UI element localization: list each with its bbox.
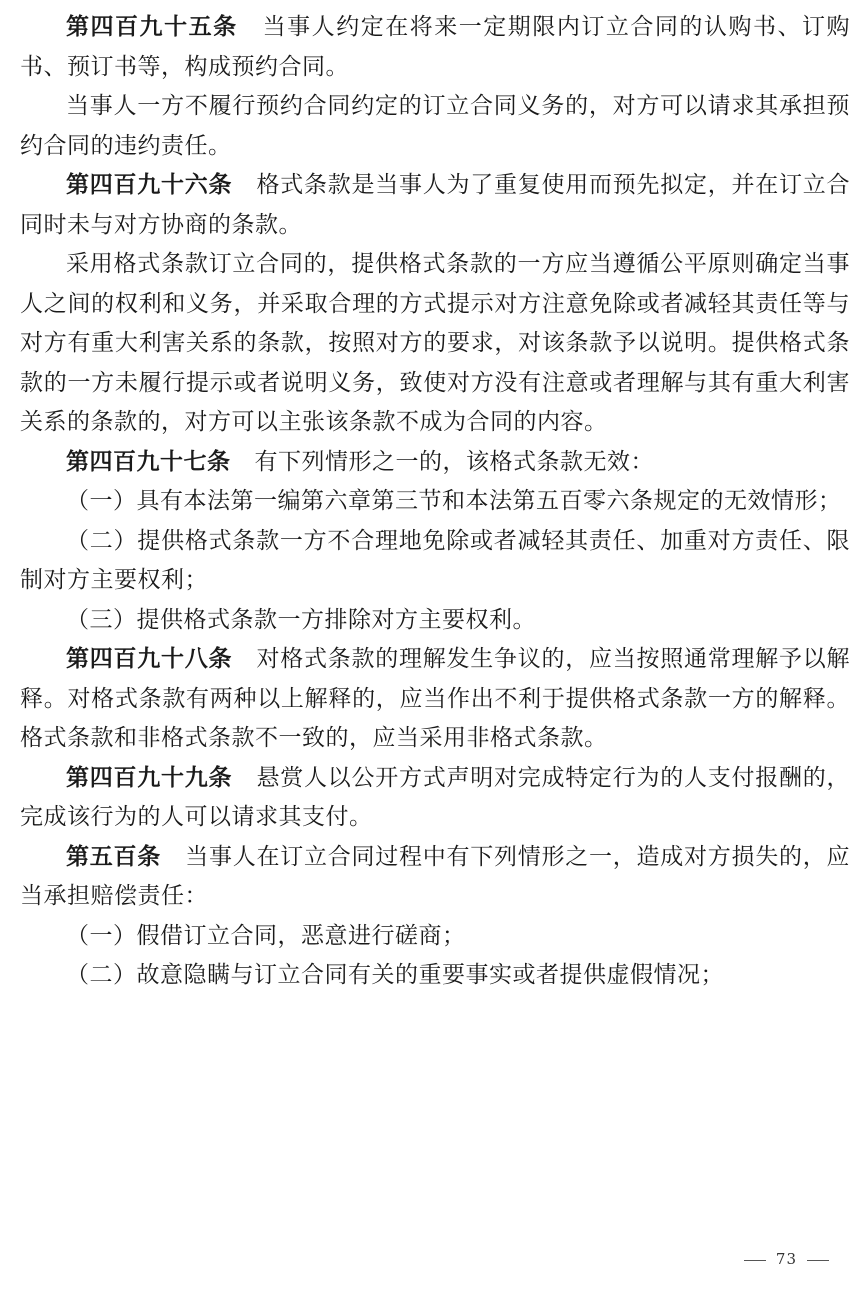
footer-dash-right <box>807 1260 829 1261</box>
page-number: 73 <box>775 1250 797 1268</box>
article-499-title: 第四百九十九条 <box>66 764 233 791</box>
article-495-paragraph-1 <box>20 8 850 87</box>
article-500-item-2: （二）故意隐瞒与订立合同有关的重要事实或者提供虚假情况； <box>66 962 724 988</box>
article-496-title: 第四百九十六条 <box>66 172 233 198</box>
article-499-paragraph-1 <box>20 759 850 838</box>
article-495-title: 第四百九十五条 <box>66 14 238 40</box>
article-497-title: 第四百九十七条 <box>66 448 231 475</box>
article-500-text-1: 当事人在订立合同过程中有下列情形之一，造成对方损失的，应当承担赔偿责任： <box>20 843 850 909</box>
page-footer <box>734 1250 839 1268</box>
article-497-item-1: （一）具有本法第一编第六章第三节和本法第五百零六条规定的无效情形； <box>66 488 842 514</box>
document-page <box>20 8 850 996</box>
article-499-text-1: 悬赏人以公开方式声明对完成特定行为的人支付报酬的，完成该行为的人可以请求其支付。 <box>20 764 850 830</box>
article-500-item-1: （一）假借订立合同，恶意进行磋商； <box>66 922 466 949</box>
article-498-text-1: 对格式条款的理解发生争议的，应当按照通常理解予以解释。对格式条款有两种以上解释的，应当作出不利于提供格式条款一方的解释。格式条款和非格式条款不一致的，应当采用非格式条款。 <box>20 646 850 751</box>
article-496-text-1: 格式条款是当事人为了重复使用而预先拟定，并在订立合同时未与对方协商的条款。 <box>20 172 850 238</box>
article-500-paragraph-1 <box>20 838 850 917</box>
article-496-paragraph-1 <box>20 166 850 245</box>
article-496-paragraph-2: 采用格式条款订立合同的，提供格式条款的一方应当遵循公平原则确定当事人之间的权利和义务，并采取合理的方式提示对方注意免除或者减轻其责任等与对方有重大利害关系的条款，按照对方的要求，对该条款予以说明。提供格式条款的一方未履行提示或者说明义务，致使对方没有注意或者理解与其有重大利害关系的条款的，对方可以主张该条款不成为合同的内容。 <box>20 251 850 435</box>
article-497-text-1: 有下列情形之一的，该格式条款无效： <box>254 448 654 475</box>
article-498-paragraph-1 <box>20 640 850 759</box>
article-497-item-2: （二）提供格式条款一方不合理地免除或者减轻其责任、加重对方责任、限制对方主要权利； <box>20 527 850 593</box>
footer-dash-left <box>744 1260 766 1261</box>
article-495-text-1: 当事人约定在将来一定期限内订立合同的认购书、订购书、预订书等，构成预约合同。 <box>20 14 851 80</box>
article-497-paragraph-1 <box>20 443 850 483</box>
article-497-item-3: （三）提供格式条款一方排除对方主要权利。 <box>66 606 536 633</box>
article-500-title: 第五百条 <box>66 843 161 870</box>
article-498-title: 第四百九十八条 <box>66 646 233 672</box>
article-495-paragraph-2: 当事人一方不履行预约合同约定的订立合同义务的，对方可以请求其承担预约合同的违约责任。 <box>20 93 850 159</box>
